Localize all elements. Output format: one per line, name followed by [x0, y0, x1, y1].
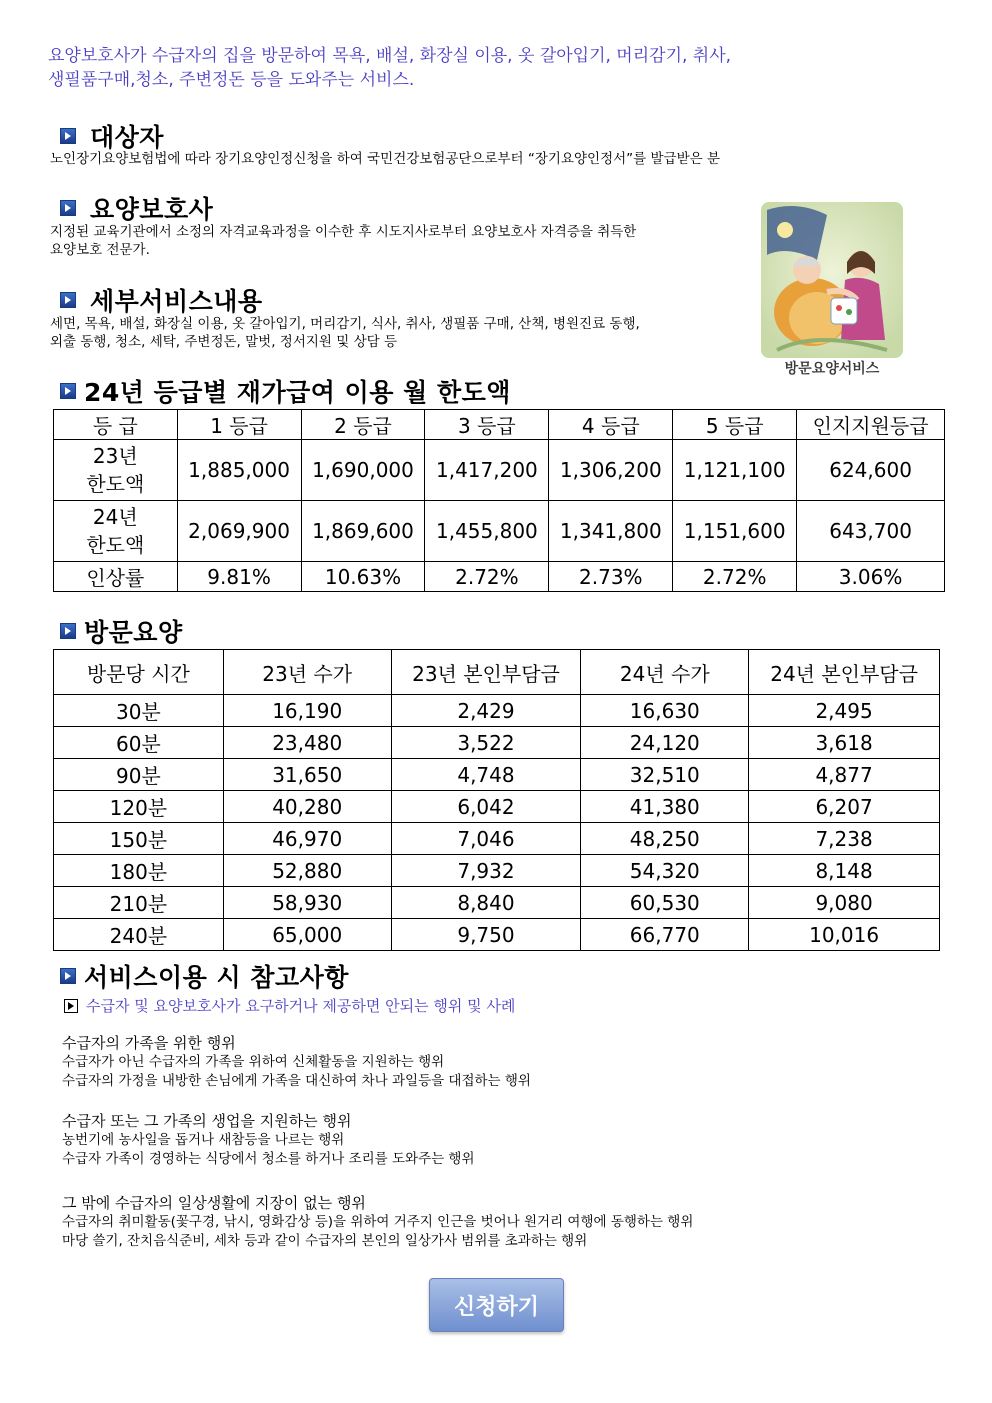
table-cell: 46,970 — [223, 823, 391, 855]
table-header-cell: 3 등급 — [425, 410, 549, 440]
notes-subtitle-line — [64, 995, 515, 1016]
duration-cell: 240분 — [54, 919, 224, 951]
intro-text — [48, 44, 848, 92]
table-cell: 48,250 — [581, 823, 749, 855]
table-cell: 31,650 — [223, 759, 391, 791]
notes-group-3 — [62, 1193, 693, 1251]
group-title: 그 밖에 수급자의 일상생활에 지장이 없는 행위 — [62, 1194, 366, 1212]
caregiver-desc-line-1: 지정된 교육기관에서 소정의 자격교육과정을 이수한 후 시도지사로부터 요양보호사 자격증을 취득한 — [50, 224, 637, 240]
table-cell: 6,207 — [749, 791, 940, 823]
table-cell: 8,840 — [391, 887, 581, 919]
row-label-text: 한도액 — [86, 533, 145, 557]
table-cell: 1,455,800 — [425, 501, 549, 562]
caregiver-elder-image — [757, 200, 907, 360]
table-cell: 1,306,200 — [549, 440, 673, 501]
table-cell: 2.73% — [549, 562, 673, 592]
table-cell: 65,000 — [223, 919, 391, 951]
table-cell: 52,880 — [223, 855, 391, 887]
table-row — [54, 727, 940, 759]
home-care-illustration — [757, 200, 907, 385]
row-label-year: 24년 — [92, 505, 138, 529]
bullet-arrow-icon — [60, 623, 76, 639]
bullet-arrow-icon — [60, 200, 76, 216]
table-cell: 7,046 — [391, 823, 581, 855]
table-cell: 23,480 — [223, 727, 391, 759]
duration-cell: 150분 — [54, 823, 224, 855]
caregiver-title: 요양보호사 — [90, 195, 214, 224]
table-cell: 2,069,900 — [177, 501, 301, 562]
intro-line-1: 요양보호사가 수급자의 집을 방문하여 목욕, 배설, 화장실 이용, 옷 갈아입기, 머리감기, 취사, — [48, 46, 732, 66]
notes-group-2 — [62, 1111, 475, 1169]
table-cell: 3.06% — [797, 562, 945, 592]
table-header-cell: 23년 본인부담금 — [391, 650, 581, 695]
notes-title: 서비스이용 시 참고사항 — [84, 963, 349, 992]
table-cell: 16,630 — [581, 695, 749, 727]
table-cell: 7,932 — [391, 855, 581, 887]
table-cell: 40,280 — [223, 791, 391, 823]
visit-table-header-row — [54, 650, 940, 695]
limit-section-heading — [60, 373, 511, 409]
table-cell: 1,121,100 — [673, 440, 797, 501]
table-cell: 2.72% — [425, 562, 549, 592]
table-cell: 2,495 — [749, 695, 940, 727]
duration-cell: 30분 — [54, 695, 224, 727]
table-cell: 4,748 — [391, 759, 581, 791]
caregiver-desc — [50, 223, 636, 259]
visit-section-heading — [60, 613, 183, 649]
rate-row — [54, 562, 945, 592]
details-desc-line-1: 세면, 목욕, 배설, 화장실 이용, 옷 갈아입기, 머리감기, 식사, 취사, 생필품 구매, 산책, 병원진료 동행, — [50, 316, 640, 332]
caregiver-desc-line-2: 요양보호 전문가. — [50, 242, 150, 258]
group-item: 수급자의 가정을 내방한 손님에게 가족을 대신하여 차나 과일등을 대접하는 행위 — [62, 1073, 531, 1089]
table-cell: 1,341,800 — [549, 501, 673, 562]
notes-section-heading — [60, 958, 349, 994]
table-header-cell: 등 급 — [54, 410, 178, 440]
apply-button[interactable]: 신청하기 — [429, 1278, 564, 1332]
table-cell: 643,700 — [797, 501, 945, 562]
table-header-cell: 24년 수가 — [581, 650, 749, 695]
table-cell: 2.72% — [673, 562, 797, 592]
group-title: 수급자의 가족을 위한 행위 — [62, 1034, 236, 1052]
table-cell: 16,190 — [223, 695, 391, 727]
illustration-caption: 방문요양서비스 — [784, 361, 880, 377]
details-desc — [50, 315, 640, 351]
row-label-year: 23년 — [92, 444, 138, 468]
table-cell: 41,380 — [581, 791, 749, 823]
duration-cell: 90분 — [54, 759, 224, 791]
table-row — [54, 823, 940, 855]
group-item: 농번기에 농사일을 돕거나 새참등을 나르는 행위 — [62, 1132, 345, 1148]
table-cell: 24,120 — [581, 727, 749, 759]
table-cell: 60,530 — [581, 887, 749, 919]
table-cell: 58,930 — [223, 887, 391, 919]
group-item: 수급자가 아닌 수급자의 가족을 위하여 신체활동을 지원하는 행위 — [62, 1054, 445, 1070]
bullet-arrow-icon — [60, 968, 76, 984]
table-cell: 9,080 — [749, 887, 940, 919]
visit-fee-table — [53, 649, 940, 951]
table-row — [54, 887, 940, 919]
table-row — [54, 791, 940, 823]
visit-title: 방문요양 — [84, 618, 183, 647]
duration-cell: 180분 — [54, 855, 224, 887]
details-desc-line-2: 외출 동행, 청소, 세탁, 주변정돈, 말벗, 정서지원 및 상담 등 — [50, 334, 397, 350]
duration-cell: 210분 — [54, 887, 224, 919]
table-row — [54, 855, 940, 887]
table-cell: 8,148 — [749, 855, 940, 887]
table-cell: 2,429 — [391, 695, 581, 727]
table-row — [54, 501, 945, 562]
table-cell: 9,750 — [391, 919, 581, 951]
target-desc: 노인장기요양보험법에 따라 장기요양인정신청을 하여 국민건강보험공단으로부터 “장기요양인정서”를 발급받은 분 — [50, 151, 720, 167]
bullet-arrow-icon — [60, 128, 76, 144]
table-cell: 3,522 — [391, 727, 581, 759]
details-title: 세부서비스내용 — [90, 287, 263, 316]
duration-cell: 120분 — [54, 791, 224, 823]
arrow-box-icon — [64, 999, 78, 1013]
details-section-heading — [60, 282, 263, 318]
caregiver-section-heading — [60, 190, 213, 226]
table-header-cell: 2 등급 — [301, 410, 425, 440]
table-row — [54, 919, 940, 951]
table-cell: 32,510 — [581, 759, 749, 791]
bullet-arrow-icon — [60, 292, 76, 308]
table-header-cell: 1 등급 — [177, 410, 301, 440]
table-cell: 9.81% — [177, 562, 301, 592]
table-header-cell: 인지지원등급 — [797, 410, 945, 440]
notes-subtitle: 수급자 및 요양보호사가 요구하거나 제공하면 안되는 행위 및 사례 — [86, 997, 516, 1015]
notes-group-1 — [62, 1033, 531, 1091]
table-header-cell: 23년 수가 — [223, 650, 391, 695]
visit-table-body — [54, 695, 940, 951]
table-header-cell: 24년 본인부담금 — [749, 650, 940, 695]
table-cell: 1,417,200 — [425, 440, 549, 501]
row-label-cell — [54, 501, 178, 562]
row-label-text: 한도액 — [86, 472, 145, 496]
table-cell: 1,151,600 — [673, 501, 797, 562]
group-item: 수급자의 취미활동(꽃구경, 낚시, 영화감상 등)을 위하여 거주지 인근을 벗어나 원거리 여행에 동행하는 행위 — [62, 1214, 694, 1230]
table-cell: 1,690,000 — [301, 440, 425, 501]
table-cell: 3,618 — [749, 727, 940, 759]
table-row — [54, 440, 945, 501]
table-row — [54, 695, 940, 727]
table-cell: 1,869,600 — [301, 501, 425, 562]
table-row — [54, 759, 940, 791]
table-cell: 54,320 — [581, 855, 749, 887]
intro-line-2: 생필품구매,청소, 주변정돈 등을 도와주는 서비스. — [48, 70, 415, 90]
limit-title: 24년 등급별 재가급여 이용 월 한도액 — [84, 378, 511, 407]
row-label-cell: 인상률 — [54, 562, 178, 592]
limit-table — [53, 409, 945, 592]
table-cell: 10,016 — [749, 919, 940, 951]
target-section-heading — [60, 118, 164, 154]
target-title: 대상자 — [90, 123, 164, 152]
group-item: 마당 쓸기, 잔치음식준비, 세차 등과 같이 수급자의 본인의 일상가사 범위를 초과하는 행위 — [62, 1233, 588, 1249]
duration-cell: 60분 — [54, 727, 224, 759]
table-cell: 66,770 — [581, 919, 749, 951]
table-cell: 1,885,000 — [177, 440, 301, 501]
table-cell: 4,877 — [749, 759, 940, 791]
table-cell: 6,042 — [391, 791, 581, 823]
group-item: 수급자 가족이 경영하는 식당에서 청소를 하거나 조리를 도와주는 행위 — [62, 1151, 475, 1167]
table-cell: 624,600 — [797, 440, 945, 501]
table-cell: 7,238 — [749, 823, 940, 855]
table-cell: 10.63% — [301, 562, 425, 592]
table-header-cell: 5 등급 — [673, 410, 797, 440]
table-header-cell: 4 등급 — [549, 410, 673, 440]
bullet-arrow-icon — [60, 383, 76, 399]
row-label-cell — [54, 440, 178, 501]
table-header-cell: 방문당 시간 — [54, 650, 224, 695]
group-title: 수급자 또는 그 가족의 생업을 지원하는 행위 — [62, 1112, 352, 1130]
limit-table-header-row — [54, 410, 945, 440]
